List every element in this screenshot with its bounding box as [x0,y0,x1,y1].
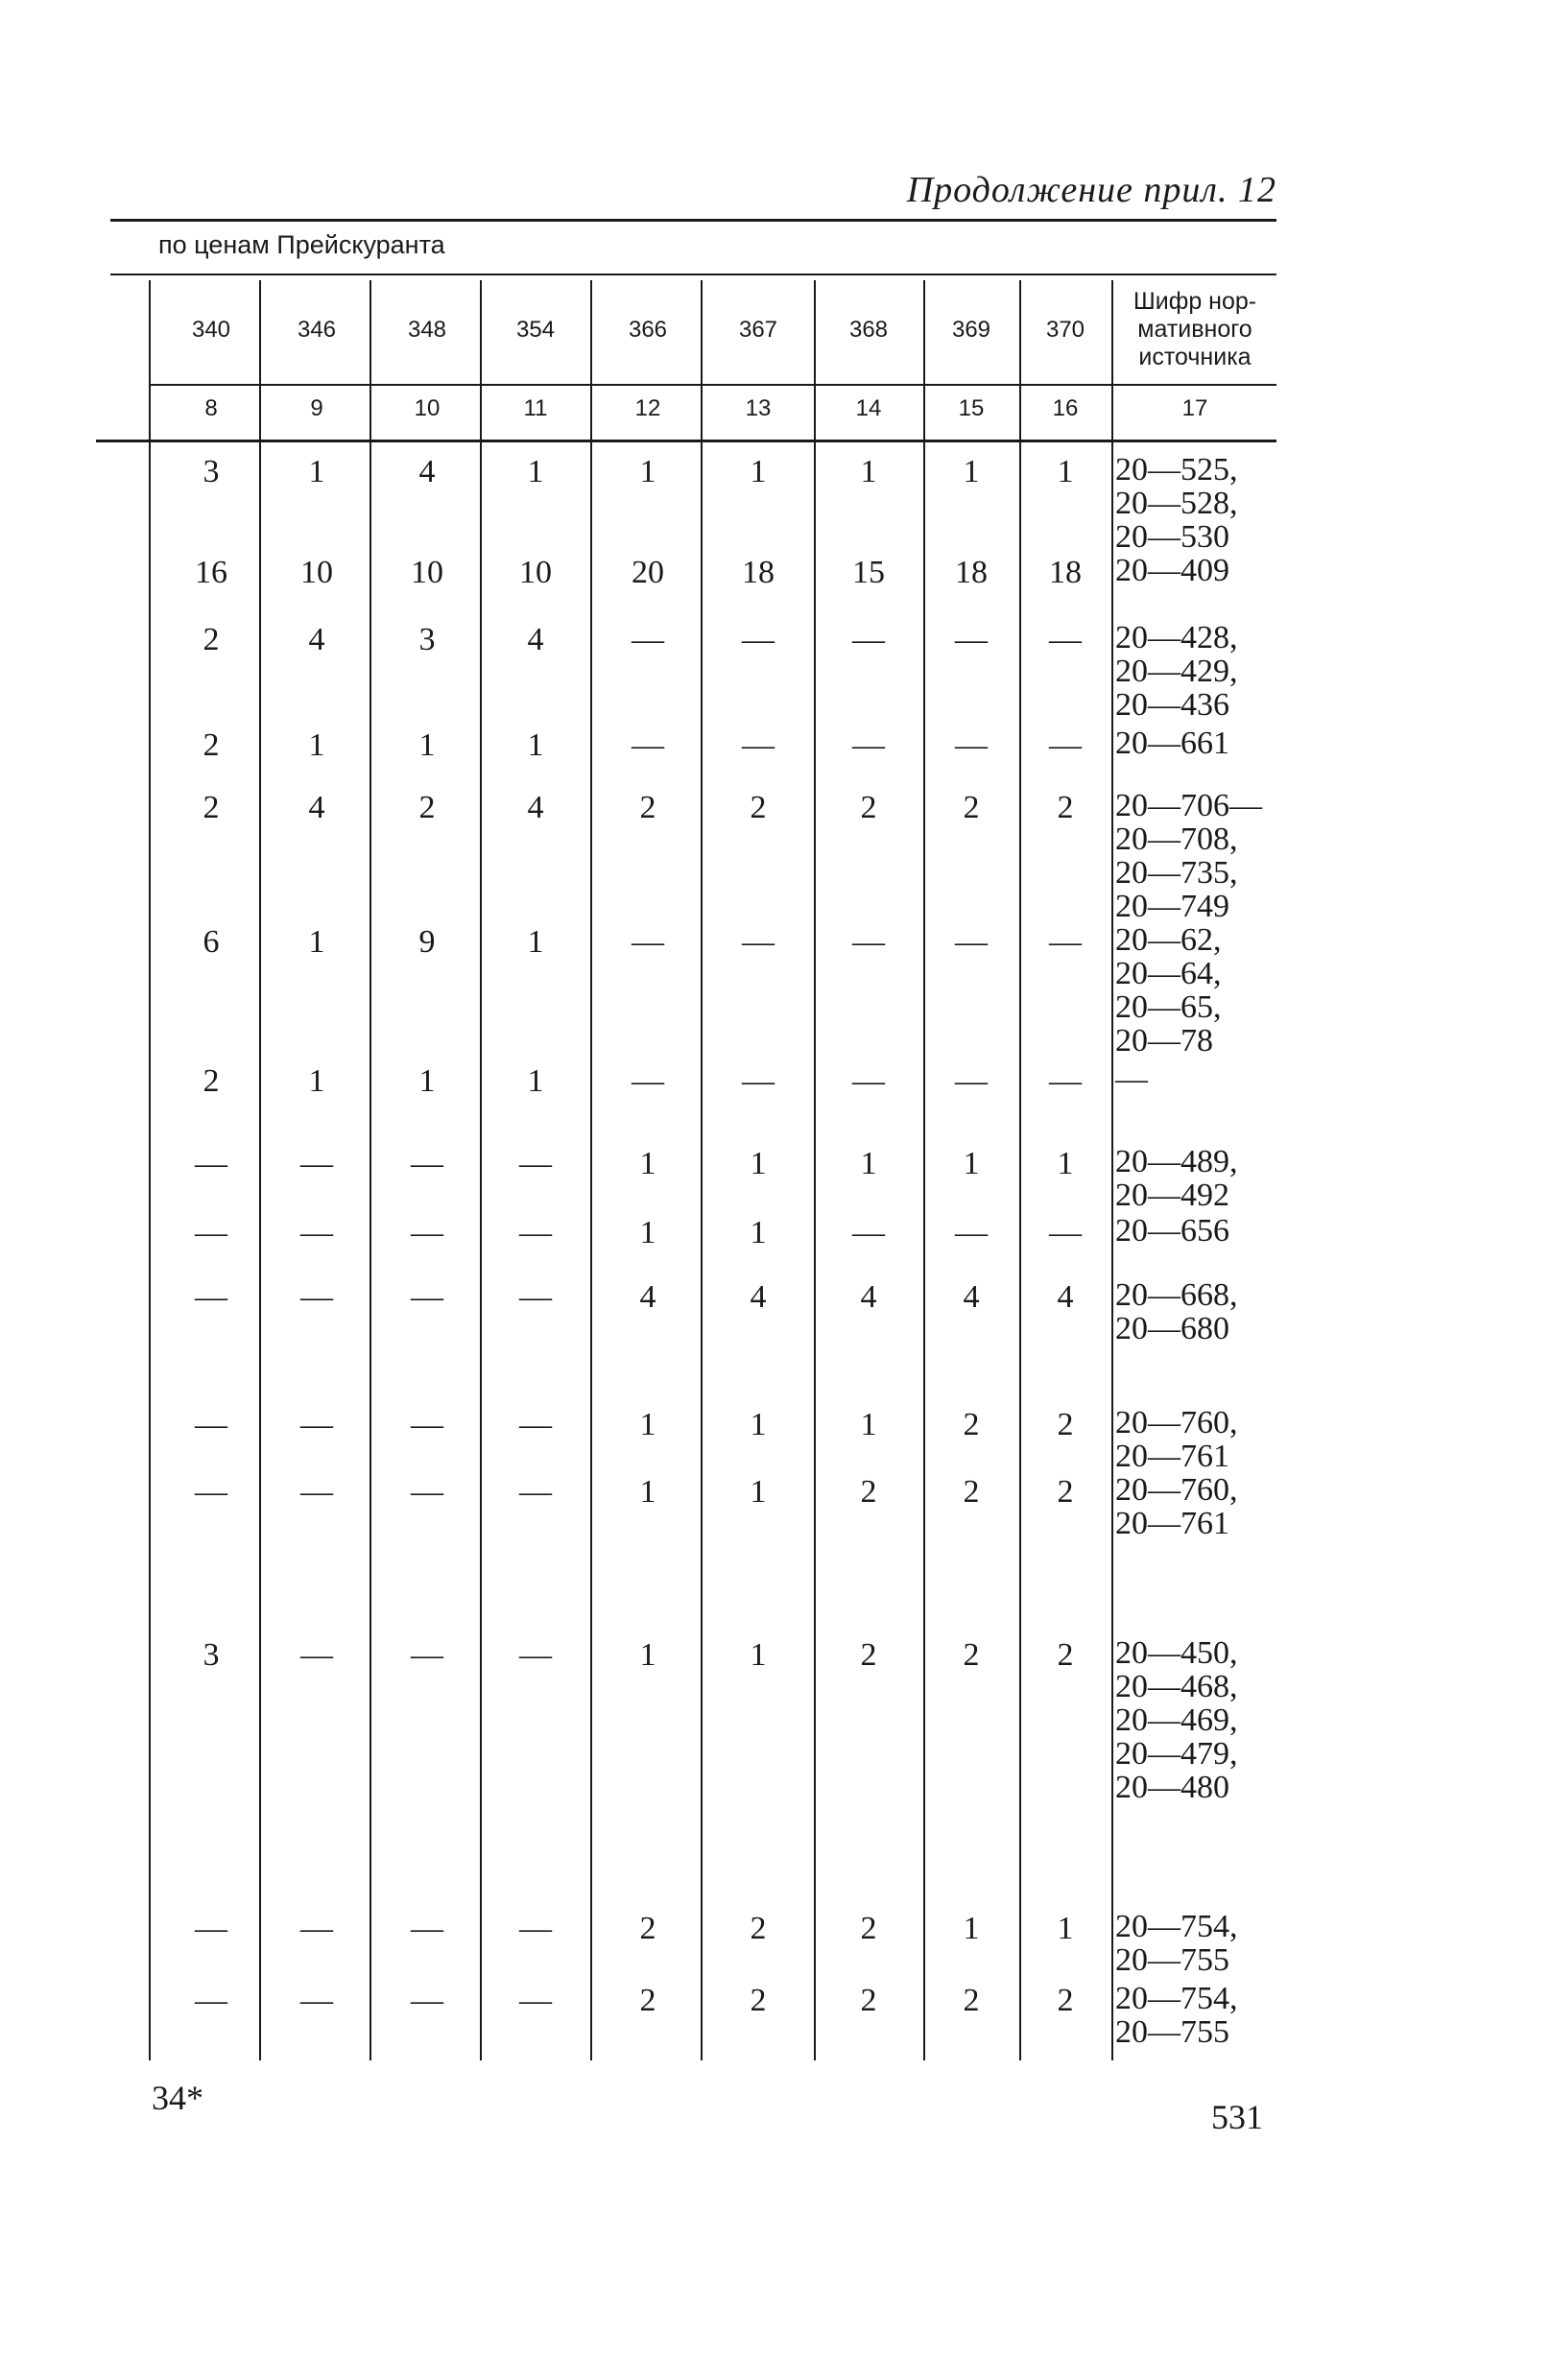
table-cell: 18 [1049,555,1082,590]
source-code: 20—428, [1115,620,1238,655]
column-number: 11 [523,395,548,421]
table-cell: 1 [963,1146,980,1181]
signature-mark: 34* [152,2079,203,2117]
table-cell: 1 [750,454,767,489]
table-cell: — [411,1146,443,1181]
source-code: 20—755 [1115,1942,1229,1978]
table-cell: — [519,1146,552,1181]
source-code: 20—754, [1115,1981,1238,2016]
column-rule [370,280,371,2060]
table-cell: 1 [1057,1146,1074,1181]
table-cell: — [1049,924,1082,960]
table-cell: 1 [308,924,325,960]
source-column-number: 17 [1181,395,1208,421]
table-cell: 2 [1057,1637,1074,1673]
table-cell: — [195,1279,227,1315]
source-code: 20—489, [1115,1144,1238,1179]
table-cell: — [742,924,775,960]
table-cell: 1 [1057,454,1074,489]
caption-rule [110,274,1276,275]
table-cell: — [411,1911,443,1946]
source-code: 20—668, [1115,1277,1238,1313]
table-cell: 2 [639,1911,656,1946]
table-cell: 2 [860,1637,877,1673]
table-cell: — [195,1215,227,1250]
table-cell: 1 [527,1063,544,1099]
table-cell: 1 [308,454,325,489]
table-cell: — [852,622,885,657]
table-cell: — [519,1407,552,1442]
table-cell: 1 [639,1146,656,1181]
source-code: 20—525, [1115,452,1238,488]
source-code: 20—468, [1115,1669,1238,1704]
table-cell: 1 [418,727,436,763]
table-cell: 1 [963,454,980,489]
table-cell: — [195,1407,227,1442]
table-cell: 4 [418,454,436,489]
source-code: 20—492 [1115,1178,1229,1213]
source-code: 20—680 [1115,1311,1229,1346]
table-cell: 4 [527,622,544,657]
table-cell: — [195,1146,227,1181]
table-cell: — [632,924,664,960]
source-code: 20—761 [1115,1439,1229,1474]
source-code: 20—761 [1115,1506,1229,1541]
source-code: — [1115,1061,1148,1097]
source-code: 20—65, [1115,989,1222,1025]
table-cell: 2 [963,1474,980,1510]
table-cell: 15 [852,555,885,590]
column-rule [259,280,261,2060]
column-code: 340 [191,317,231,343]
column-code: 366 [628,317,668,343]
table-cell: — [300,1474,333,1510]
table-cell: 1 [750,1215,767,1250]
table-cell: 4 [639,1279,656,1315]
table-cell: 20 [632,555,664,590]
table-cell: 2 [639,1983,656,2018]
table-cell: 2 [963,1407,980,1442]
table-cell: 4 [963,1279,980,1315]
table-cell: 1 [527,454,544,489]
table-cell: 1 [860,454,877,489]
table-cell: 2 [963,1637,980,1673]
column-number: 8 [204,395,218,421]
table-cell: 2 [1057,1407,1074,1442]
table-cell: 10 [300,555,333,590]
column-code: 346 [297,317,337,343]
table-cell: 1 [750,1146,767,1181]
table-cell: — [955,727,988,763]
column-code: 369 [951,317,991,343]
table-cell: 18 [955,555,988,590]
table-cell: — [300,1215,333,1250]
table-cell: — [195,1474,227,1510]
source-column-title: Шифр нор-мативного источника [1133,288,1257,370]
table-cell: — [411,1637,443,1673]
table-cell: 9 [418,924,436,960]
source-code: 20—409 [1115,553,1229,588]
table-cell: 4 [308,790,325,825]
table-cell: 1 [639,1215,656,1250]
header-mid-rule [149,384,1276,386]
source-code: 20—735, [1115,855,1238,891]
table-cell: 1 [639,454,656,489]
source-code: 20—78 [1115,1023,1213,1059]
column-number: 12 [634,395,661,421]
source-code: 20—62, [1115,922,1222,958]
table-cell: — [300,1146,333,1181]
table-cell: 2 [750,790,767,825]
table-cell: 3 [418,622,436,657]
table-cell: 1 [308,727,325,763]
source-code: 20—656 [1115,1213,1229,1249]
column-code: 370 [1045,317,1085,343]
table-cell: — [519,1279,552,1315]
source-code: 20—749 [1115,889,1229,924]
table-cell: — [300,1407,333,1442]
table-cell: 2 [203,622,220,657]
table-cell: 2 [860,1983,877,2018]
table-cell: 2 [963,790,980,825]
table-cell: 2 [1057,1983,1074,2018]
table-cell: 1 [639,1637,656,1673]
table-cell: 1 [750,1637,767,1673]
table-cell: — [955,1215,988,1250]
table-cell: — [955,1063,988,1099]
source-code: 20—429, [1115,654,1238,689]
column-number: 9 [310,395,323,421]
table-cell: 18 [742,555,775,590]
table-cell: 4 [860,1279,877,1315]
table-cell: 1 [750,1474,767,1510]
table-cell: — [742,1063,775,1099]
table-cell: — [955,924,988,960]
table-cell: — [411,1279,443,1315]
table-cell: — [1049,1215,1082,1250]
table-cell: — [632,1063,664,1099]
table-cell: 2 [203,727,220,763]
table-cell: 4 [750,1279,767,1315]
continuation-title: Продолжение прил. 12 [906,170,1276,210]
table-cell: — [300,1637,333,1673]
table-cell: 2 [203,790,220,825]
table-cell: 2 [860,790,877,825]
table-cell: — [742,727,775,763]
source-code: 20—450, [1115,1635,1238,1671]
table-cell: 2 [963,1983,980,2018]
source-code: 20—754, [1115,1909,1238,1944]
source-code: 20—760, [1115,1405,1238,1440]
source-code: 20—530 [1115,519,1229,555]
column-rule [480,280,482,2060]
table-cell: 1 [639,1474,656,1510]
table-cell: — [852,727,885,763]
source-code: 20—479, [1115,1736,1238,1772]
table-cell: 2 [418,790,436,825]
table-cell: — [519,1215,552,1250]
column-code: 368 [848,317,889,343]
table-cell: — [1049,727,1082,763]
source-code: 20—436 [1115,687,1229,723]
table-cell: 1 [308,1063,325,1099]
column-rule [814,280,816,2060]
source-code: 20—64, [1115,956,1222,991]
table-cell: — [411,1474,443,1510]
table-cell: 2 [750,1911,767,1946]
table-cell: 16 [195,555,227,590]
table-cell: 1 [963,1911,980,1946]
source-code: 20—661 [1115,726,1229,761]
header-bottom-rule [96,440,1276,442]
table-cell: 10 [411,555,443,590]
top-rule [110,219,1276,222]
table-cell: 2 [860,1911,877,1946]
source-code: 20—760, [1115,1472,1238,1508]
table-cell: 2 [203,1063,220,1099]
table-cell: — [519,1911,552,1946]
table-cell: 4 [527,790,544,825]
table-cell: — [852,924,885,960]
table-cell: — [955,622,988,657]
table-cell: — [411,1215,443,1250]
table-cell: 2 [1057,790,1074,825]
source-code: 20—469, [1115,1702,1238,1738]
table-cell: — [195,1983,227,2018]
table-cell: — [300,1983,333,2018]
table-cell: 1 [860,1407,877,1442]
column-rule [590,280,592,2060]
table-cell: — [1049,622,1082,657]
table-cell: 10 [519,555,552,590]
table-cell: 3 [203,1637,220,1673]
table-cell: — [300,1911,333,1946]
table-cell: — [852,1215,885,1250]
table-cell: 2 [860,1474,877,1510]
column-number: 13 [745,395,772,421]
column-code: 354 [515,317,556,343]
page-number: 531 [1211,2098,1263,2136]
table-cell: — [632,622,664,657]
table-cell: 2 [1057,1474,1074,1510]
source-code: 20—480 [1115,1770,1229,1805]
table-cell: 6 [203,924,220,960]
table-cell: — [742,622,775,657]
column-number: 15 [958,395,985,421]
table-cell: — [519,1983,552,2018]
table-cell: 1 [527,924,544,960]
table-cell: 4 [1057,1279,1074,1315]
table-cell: 2 [639,790,656,825]
column-code: 348 [407,317,447,343]
source-code: 20—528, [1115,486,1238,521]
table-cell: — [1049,1063,1082,1099]
table-cell: 1 [750,1407,767,1442]
table-cell: 1 [418,1063,436,1099]
table-cell: — [411,1983,443,2018]
table-cell: — [411,1407,443,1442]
price-list-caption: по ценам Прейскуранта [158,230,445,259]
column-number: 10 [414,395,441,421]
table-cell: 1 [860,1146,877,1181]
table-cell: — [852,1063,885,1099]
column-rule [701,280,703,2060]
table-cell: — [632,727,664,763]
table-cell: 3 [203,454,220,489]
source-code: 20—706— [1115,788,1262,823]
column-code: 367 [738,317,778,343]
table-cell: — [519,1474,552,1510]
table-cell: — [195,1911,227,1946]
column-rule [149,280,151,2060]
source-code: 20—755 [1115,2014,1229,2050]
table-cell: — [300,1279,333,1315]
column-number: 14 [855,395,882,421]
source-code: 20—708, [1115,821,1238,857]
table-cell: — [519,1637,552,1673]
table-cell: 2 [750,1983,767,2018]
table-cell: 4 [308,622,325,657]
column-number: 16 [1052,395,1079,421]
table-cell: 1 [527,727,544,763]
table-cell: 1 [1057,1911,1074,1946]
table-cell: 1 [639,1407,656,1442]
